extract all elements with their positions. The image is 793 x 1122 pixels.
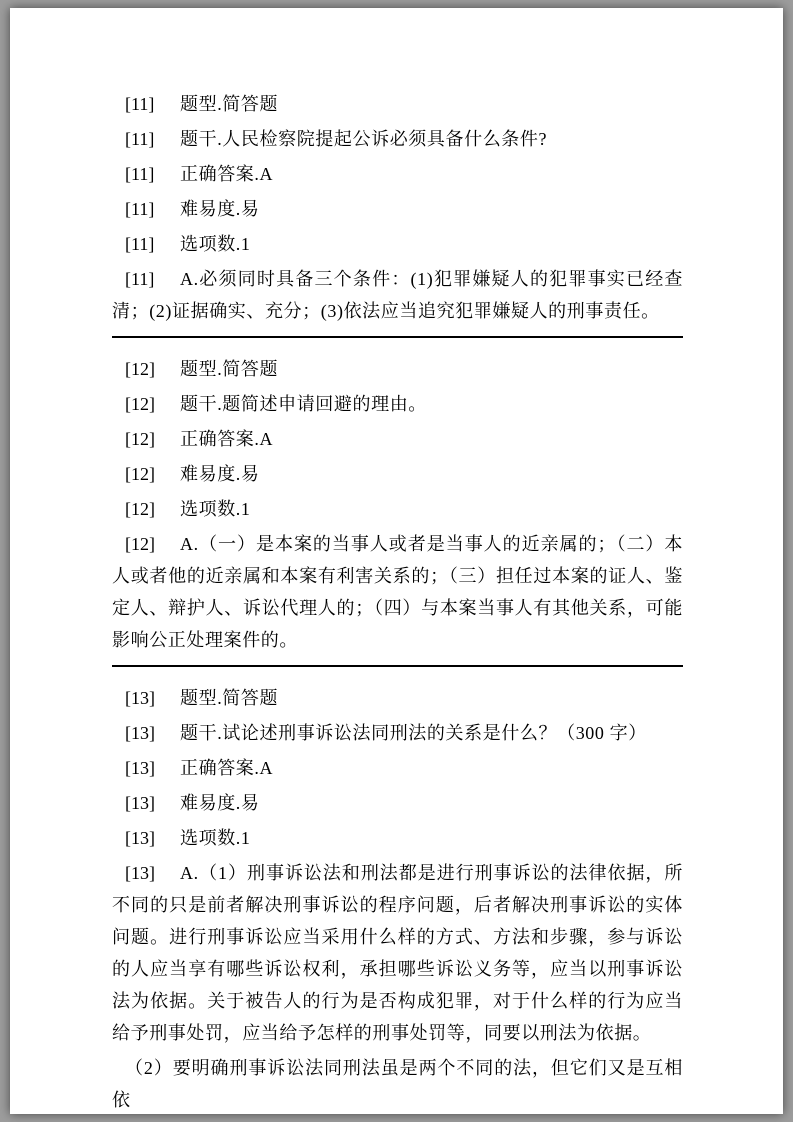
question-index: [13] bbox=[125, 863, 155, 883]
question-index: [13] bbox=[125, 758, 155, 778]
row-text: 题干.人民检察院提起公诉必须具备什么条件? bbox=[180, 129, 548, 149]
question-index: [13] bbox=[125, 793, 155, 813]
section-divider bbox=[112, 665, 683, 667]
question-row bbox=[112, 88, 683, 120]
row-text: 题型.简答题 bbox=[180, 359, 279, 379]
row-text: A.（一）是本案的当事人或者是当事人的近亲属的；（二）本人或者他的近亲属和本案有利害关系的；（三）担任过本案的证人、鉴定人、辩护人、诉讼代理人的；（四）与本案当事人有其他关系，可能影响公正处理案件的。 bbox=[112, 534, 683, 650]
row-text: 题干.试论述刑事诉讼法同刑法的关系是什么？（300 字） bbox=[180, 723, 647, 743]
question-row bbox=[112, 717, 683, 749]
question-index: [12] bbox=[125, 359, 155, 379]
question-index: [11] bbox=[125, 234, 155, 254]
question-row bbox=[112, 228, 683, 260]
question-index: [12] bbox=[125, 464, 155, 484]
question-index: [13] bbox=[125, 723, 155, 743]
row-text: 难易度.易 bbox=[180, 199, 260, 219]
row-text: 选项数.1 bbox=[180, 499, 251, 519]
question-index: [13] bbox=[125, 828, 155, 848]
row-text: 难易度.易 bbox=[180, 793, 260, 813]
question-index: [11] bbox=[125, 129, 155, 149]
row-text: A.（1）刑事诉讼法和刑法都是进行刑事诉讼的法律依据，所不同的只是前者解决刑事诉讼的程序问题，后者解决刑事诉讼的实体问题。进行刑事诉讼应当采用什么样的方式、方法和步骤，参与诉讼的人应当享有哪些诉讼权利，承担哪些诉讼义务等，应当以刑事诉讼法为依据。关于被告人的行为是否构成犯罪，对于什么样的行为应当给予刑事处罚，应当给予怎样的刑事处罚等，同要以刑法为依据。 bbox=[112, 863, 683, 1043]
question-row bbox=[112, 857, 683, 1049]
question-index: [11] bbox=[125, 199, 155, 219]
row-text: 题干.题简述申请回避的理由。 bbox=[180, 394, 427, 414]
row-text: A.必须同时具备三个条件：(1)犯罪嫌疑人的犯罪事实已经查清；(2)证据确实、充分；(3)依法应当追究犯罪嫌疑人的刑事责任。 bbox=[112, 269, 683, 321]
row-text: （2）要明确刑事诉讼法同刑法虽是两个不同的法，但它们又是互相依 bbox=[112, 1058, 683, 1110]
section-divider bbox=[112, 336, 683, 338]
question-row bbox=[112, 752, 683, 784]
question-row bbox=[112, 388, 683, 420]
question-index: [11] bbox=[125, 94, 155, 114]
question-row bbox=[112, 263, 683, 327]
row-text: 题型.简答题 bbox=[180, 688, 279, 708]
question-row bbox=[112, 193, 683, 225]
document-page bbox=[10, 8, 783, 1114]
question-index: [12] bbox=[125, 429, 155, 449]
question-row bbox=[112, 353, 683, 385]
question-block-13 bbox=[112, 682, 683, 1114]
question-row bbox=[112, 682, 683, 714]
row-text: 题型.简答题 bbox=[180, 94, 279, 114]
question-row bbox=[112, 458, 683, 490]
question-index: [12] bbox=[125, 394, 155, 414]
question-index: [13] bbox=[125, 688, 155, 708]
question-row bbox=[112, 528, 683, 656]
question-row bbox=[112, 822, 683, 854]
question-row bbox=[112, 493, 683, 525]
question-block-12 bbox=[112, 353, 683, 656]
question-index: [11] bbox=[125, 164, 155, 184]
question-block-11 bbox=[112, 88, 683, 327]
row-text: 正确答案.A bbox=[180, 429, 274, 449]
row-text: 正确答案.A bbox=[180, 758, 274, 778]
question-row bbox=[112, 1052, 683, 1114]
question-row bbox=[112, 787, 683, 819]
question-index: [12] bbox=[125, 499, 155, 519]
question-index: [12] bbox=[125, 534, 155, 554]
question-index: [11] bbox=[125, 269, 155, 289]
row-text: 难易度.易 bbox=[180, 464, 260, 484]
question-row bbox=[112, 158, 683, 190]
row-text: 选项数.1 bbox=[180, 234, 251, 254]
question-row bbox=[112, 123, 683, 155]
row-text: 选项数.1 bbox=[180, 828, 251, 848]
row-text: 正确答案.A bbox=[180, 164, 274, 184]
question-row bbox=[112, 423, 683, 455]
